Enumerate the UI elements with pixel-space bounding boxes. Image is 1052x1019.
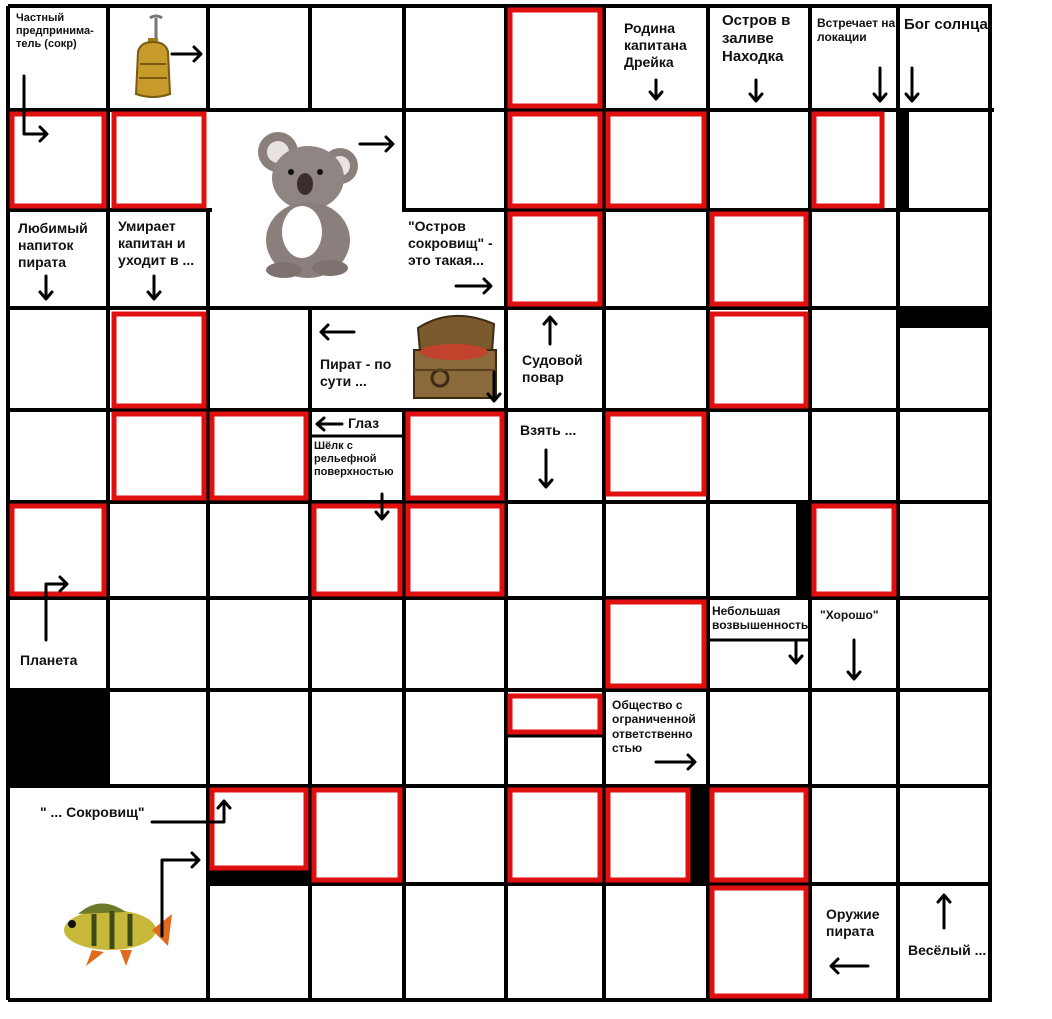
black-block	[8, 690, 110, 786]
clue-good: "Хорошо"	[820, 608, 879, 622]
clue-pirate-essence: Пират - по сути ...	[320, 356, 392, 389]
clue-drake-homeland: Родина капитана Дрейка	[624, 20, 687, 70]
clue-treasures: " ... Сокровищ"	[40, 804, 145, 820]
clue-planet: Планета	[20, 652, 78, 668]
clue-small-hill: Небольшая возвышенность	[712, 604, 809, 633]
black-block	[796, 503, 810, 599]
clue-pirate-weapon: Оружие пирата	[826, 906, 880, 939]
clue-take: Взять ...	[520, 422, 577, 438]
clue-sun-god: Бог солнца	[904, 16, 988, 33]
koala-icon	[212, 114, 402, 294]
clue-meets-on-location: Встречает на локации	[817, 16, 896, 45]
clue-embossed-silk: Шёлк с рельефной поверхностью	[314, 440, 394, 479]
clue-captain-dies: Умирает капитан и уходит в ...	[118, 218, 195, 268]
clue-private-entrepreneur: Частный предпринима-тель (сокр)	[16, 12, 94, 51]
clue-jolly: Весёлый ...	[908, 942, 987, 958]
treasure-chest-icon	[408, 312, 502, 406]
clue-llc: Общество с ограниченной ответственно стью	[612, 698, 696, 756]
bell-icon	[112, 10, 204, 106]
black-block	[897, 308, 991, 328]
clue-island-nakhodka: Остров в заливе Находка	[722, 12, 791, 65]
clue-ship-cook: Судовой повар	[522, 352, 583, 385]
clue-pirate-drink: Любимый напиток пирата	[18, 220, 88, 270]
clue-treasure-island: "Остров сокровищ" - это такая...	[408, 218, 493, 268]
clue-eye: Глаз	[348, 415, 380, 431]
